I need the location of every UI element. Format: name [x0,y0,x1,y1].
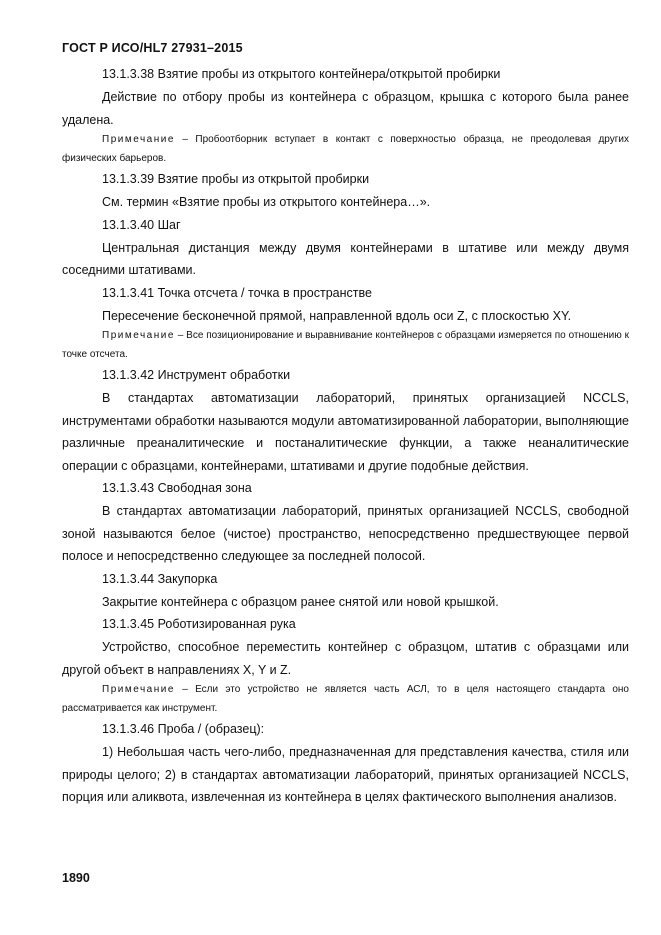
term-definition: См. термин «Взятие пробы из открытого контейнера…». [102,195,431,209]
note-text: – Пробоотборник вступает в контакт с поверхностью образца, не преодолевая других физических барьеров. [62,134,629,164]
term-definition: В стандартах автоматизации лабораторий, принятых организацией NCCLS, инструментами обработки называются модули автоматизированной лаборатории, выполняющие различные преаналитические и постаналитические функции, а также неаналитические операции с образцами, контейнерами, штативами и другие подобные действия. [62,391,629,473]
term-heading: 13.1.3.39 Взятие пробы из открытой пробирки [102,172,370,186]
term-heading: 13.1.3.40 Шаг [102,217,181,232]
term-definition: Устройство, способное переместить контейнер с образцом, штатив с образцами или другой объект в направлениях X, Y и Z. [62,640,629,677]
page-number: 1890 [62,871,90,885]
term-definition: Закрытие контейнера с образцом ранее снятой или новой крышкой. [102,594,499,609]
page-header: ГОСТ Р ИСО/HL7 27931–2015 [62,41,243,55]
note-label: Примечание [102,684,175,695]
term-note [62,681,629,718]
term-definition: 1) Небольшая часть чего-либо, предназначенная для представления качества, стиля или природы целого; 2) в стандартах автоматизации лабораторий, принятых организацией NCCLS, порция или аликвота, извлеченная из контейнера в целях фактического выполнения анализов. [62,745,629,804]
note-text: – Если это устройство не является часть АСЛ, то в целя настоящего стандарта оно рассматривается как инструмент. [62,684,629,714]
term-definition: Пересечение бесконечной прямой, направленной вдоль оси Z, с плоскостью XY. [102,308,572,323]
term-definition: В стандартах автоматизации лабораторий, принятых организацией NCCLS, свободной зоной называются белое (чистое) пространство, непосредственно предшествующее первой полосе и непосредственно следующее за последней полосой. [62,504,629,563]
document-body [62,63,629,809]
term-heading: 13.1.3.42 Инструмент обработки [102,368,291,382]
term-note [62,327,629,364]
note-label: Примечание [102,134,175,145]
term-heading: 13.1.3.43 Свободная зона [102,481,252,495]
note-text: – Все позиционирование и выравнивание контейнеров с образцами измеряется по отношению к точке отсчета. [62,330,629,360]
term-heading: 13.1.3.46 Проба / (образец): [102,722,265,736]
term-heading: 13.1.3.44 Закупорка [102,571,218,586]
term-note [62,131,629,168]
term-definition: Центральная дистанция между двумя контейнерами в штативе или между двумя соседними штативами. [62,240,629,277]
term-definition: Действие по отбору пробы из контейнера с образцом, крышка с которого была ранее удалена. [62,90,629,127]
term-heading: 13.1.3.45 Роботизированная рука [102,617,296,631]
term-heading: 13.1.3.38 Взятие пробы из открытого контейнера/открытой пробирки [102,67,501,81]
term-heading: 13.1.3.41 Точка отсчета / точка в пространстве [102,285,372,300]
note-label: Примечание [102,330,175,341]
